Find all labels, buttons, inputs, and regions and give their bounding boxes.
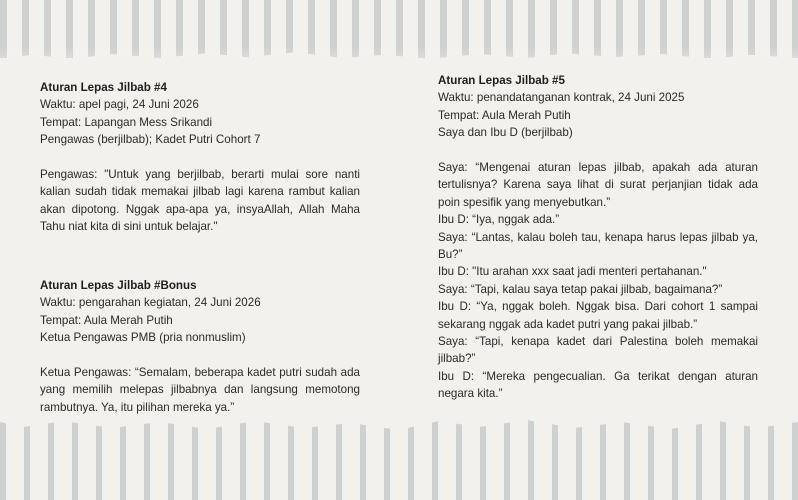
section-4-time: Waktu: apel pagi, 24 Juni 2026: [40, 98, 199, 112]
dialog-line: Saya: “Tapi, kalau saya tetap pakai jilbab, bagaimana?”: [438, 282, 723, 296]
dialog-line: Ibu D: “Mereka pengecualian. Ga terikat dengan aturan negara kita.”: [438, 369, 758, 401]
section-4-participants: Pengawas (berjilbab); Kadet Putri Cohort 7: [40, 133, 261, 147]
section-bonus-place: Tempat: Aula Merah Putih: [40, 313, 173, 327]
right-column: [438, 72, 758, 403]
top-stripe-border: [0, 0, 798, 58]
section-5-participants: Saya dan Ibu D (berjilbab): [438, 126, 573, 140]
section-bonus-quote: Ketua Pengawas: “Semalam, beberapa kadet putri sudah ada yang memilih melepas jilbabnya dan langsung memotong rambutnya. Ya, itu pilihan mereka ya.”: [40, 366, 360, 414]
section-4-quote: Pengawas: "Untuk yang berjilbab, berarti mulai sore nanti kalian sudah tidak memakai jilbab lagi karena rambut kalian akan dipotong. Nggak apa-apa ya, insyaAllah, Allah Maha Tahu niat kita di sini untuk belajar.": [40, 168, 360, 234]
dialog-line: Saya: “Mengenai aturan lepas jilbab, apakah ada aturan tertulisnya? Karena saya lihat di surat perjanjian tidak ada poin spesifik yang menyebutkan.”: [438, 161, 758, 209]
section-title-5: Aturan Lepas Jilbab #5: [438, 74, 565, 87]
dialog-line: Ibu D: “Ya, nggak boleh. Nggak bisa. Dari cohort 1 sampai sekarang nggak ada kadet putri yang pakai jilbab.”: [438, 300, 758, 331]
dialog-line: Ibu D: “Iya, nggak ada.”: [438, 213, 560, 227]
dialog-line: Saya: “Tapi, kenapa kadet dari Palestina boleh memakai jilbab?”: [438, 335, 758, 366]
section-title-4: Aturan Lepas Jilbab #4: [40, 81, 167, 94]
bottom-stripe-border: [0, 420, 798, 500]
section-bonus-participants: Ketua Pengawas PMB (pria nonmuslim): [40, 331, 246, 345]
dialog-line: Saya: “Lantas, kalau boleh tau, kenapa harus lepas jilbab ya, Bu?”: [438, 230, 758, 262]
section-bonus-time: Waktu: pengarahan kegiatan, 24 Juni 2026: [40, 296, 261, 310]
section-title-bonus: Aturan Lepas Jilbab #Bonus: [40, 279, 197, 293]
section-5-place: Tempat: Aula Merah Putih: [438, 108, 571, 122]
section-4-place: Tempat: Lapangan Mess Srikandi: [40, 115, 213, 129]
dialog-line: Ibu D: "Itu arahan xxx saat jadi menteri pertahanan.": [438, 265, 707, 279]
left-column: [40, 79, 360, 416]
section-5-time: Waktu: penandatanganan kontrak, 24 Juni 2025: [438, 91, 685, 105]
